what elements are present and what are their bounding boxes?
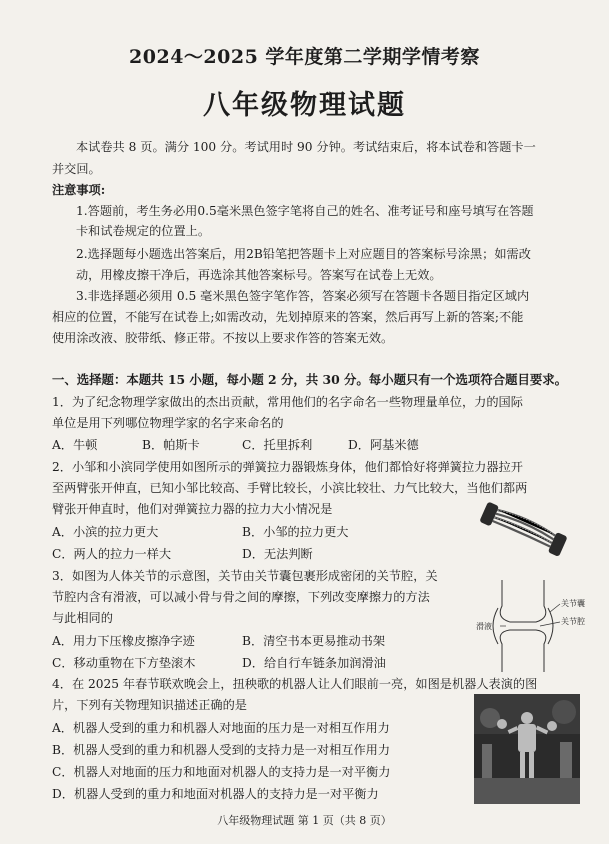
- springs: [493, 507, 557, 546]
- label-joint-cavity: 关节腔: [561, 617, 585, 626]
- intro-line-2: 并交回。: [52, 162, 101, 176]
- right-handle: [548, 532, 568, 557]
- q1-option-b: B．帕斯卡: [142, 438, 200, 452]
- section-1-heading: 一、选择题：本题共 15 小题，每小题 2 分，共 30 分。每小题只有一个选项符合题目要求。: [52, 372, 568, 387]
- note-3-line-3: 使用涂改液、胶带纸、修正带。不按以上要求作答的答案无效。: [52, 331, 394, 345]
- q3-option-d: D．给自行车链条加润滑油: [242, 656, 386, 670]
- robot-performance-photo: [474, 694, 580, 804]
- spring-expander-figure: [476, 498, 571, 560]
- q4-line-2: 片，下列有关物理知识描述正确的是: [52, 698, 247, 712]
- q2-option-c: C．两人的拉力一样大: [52, 547, 172, 561]
- note-3-line-2: 相应的位置，不能写在试卷上;如需改动，先划掉原来的答案，然后再写上新的答案;不能: [52, 310, 524, 324]
- upper-bone: [500, 580, 546, 622]
- q3-option-b: B．清空书本更易推动书架: [242, 634, 386, 648]
- label-synovial-fluid: 滑液: [476, 622, 492, 631]
- q2-line-3: 臂张开伸直时，他们对弹簧拉力器的拉力大小情况是: [52, 502, 333, 516]
- joint-diagram-figure: [476, 578, 594, 674]
- q4-line-1: 4．在 2025 年春节联欢晚会上，扭秧歌的机器人让人们眼前一亮，如图是机器人表演的图: [52, 677, 538, 691]
- q3-option-c: C．移动重物在下方垫滚木: [52, 656, 196, 670]
- q3-line-1: 3．如图为人体关节的示意图，关节由关节囊包裹形成密闭的关节腔，关: [52, 569, 438, 583]
- note-2-line-1: 2.选择题每小题选出答案后，用2B铅笔把答题卡上对应题目的答案标号涂黑；如需改: [76, 247, 531, 261]
- q4-option-a: A．机器人受到的重力和机器人对地面的压力是一对相互作用力: [52, 721, 390, 735]
- label-joint-capsule: 关节囊: [561, 599, 585, 608]
- joint-capsule-right: [548, 608, 553, 644]
- q1-line-2: 单位是用下列哪位物理学家的名字来命名的: [52, 416, 284, 430]
- note-1-line-1: 1.答题前，考生务必用0.5毫米黑色签字笔将自己的姓名、准考证号和座号填写在答题: [76, 204, 534, 218]
- q2-option-d: D．无法判断: [242, 547, 313, 561]
- subject-title: 八年级物理试题: [203, 90, 406, 121]
- q4-option-d: D．机器人受到的重力和地面对机器人的支持力是一对平衡力: [52, 787, 379, 801]
- note-2-line-2: 动，用橡皮擦干净后，再选涂其他答案标号。答案写在试卷上无效。: [76, 268, 442, 282]
- page-footer: 八年级物理试题 第 1 页（共 8 页）: [217, 814, 392, 827]
- q2-option-a: A．小滨的拉力更大: [52, 525, 159, 539]
- q2-line-1: 2．小邹和小滨同学使用如图所示的弹簧拉力器锻炼身体，他们都恰好将弹簧拉力器拉开: [52, 460, 523, 474]
- q3-option-a: A．用力下压橡皮擦净字迹: [52, 634, 195, 648]
- note-3-line-1: 3.非选择题必须用 0.5 毫米黑色签字笔作答，答案必须写在答题卡各题目指定区域内: [76, 289, 530, 303]
- joint-capsule-left: [493, 608, 498, 644]
- notes-heading: 注意事项:: [52, 183, 106, 197]
- intro-line-1: 本试卷共 8 页。满分 100 分。考试用时 90 分钟。考试结束后，将本试卷和答题卡一: [76, 140, 536, 154]
- q3-line-2: 节腔内含有滑液，可以减小骨与骨之间的摩擦，下列改变摩擦力的方法: [52, 590, 430, 604]
- q2-option-b: B．小邹的拉力更大: [242, 525, 349, 539]
- note-1-line-2: 卡和试卷规定的位置上。: [76, 224, 211, 238]
- q4-option-c: C．机器人对地面的压力和地面对机器人的支持力是一对平衡力: [52, 765, 391, 779]
- lower-bone: [500, 630, 546, 672]
- exam-title: 2024～2025 学年度第二学期学情考察: [129, 46, 480, 68]
- q3-line-3: 与此相同的: [52, 611, 113, 625]
- q2-line-2: 至两臂张开伸直，已知小邹比较高、手臂比较长，小滨比较壮、力气比较大，当他们都两: [52, 481, 528, 495]
- q4-option-b: B．机器人受到的重力和机器人受到的支持力是一对相互作用力: [52, 743, 391, 757]
- q1-option-c: C．托里拆利: [242, 438, 313, 452]
- q1-line-1: 1．为了纪念物理学家做出的杰出贡献，常用他们的名字命名一些物理量单位，力的国际: [52, 395, 523, 409]
- q1-option-d: D．阿基米德: [348, 438, 419, 452]
- q1-option-a: A．牛顿: [52, 438, 98, 452]
